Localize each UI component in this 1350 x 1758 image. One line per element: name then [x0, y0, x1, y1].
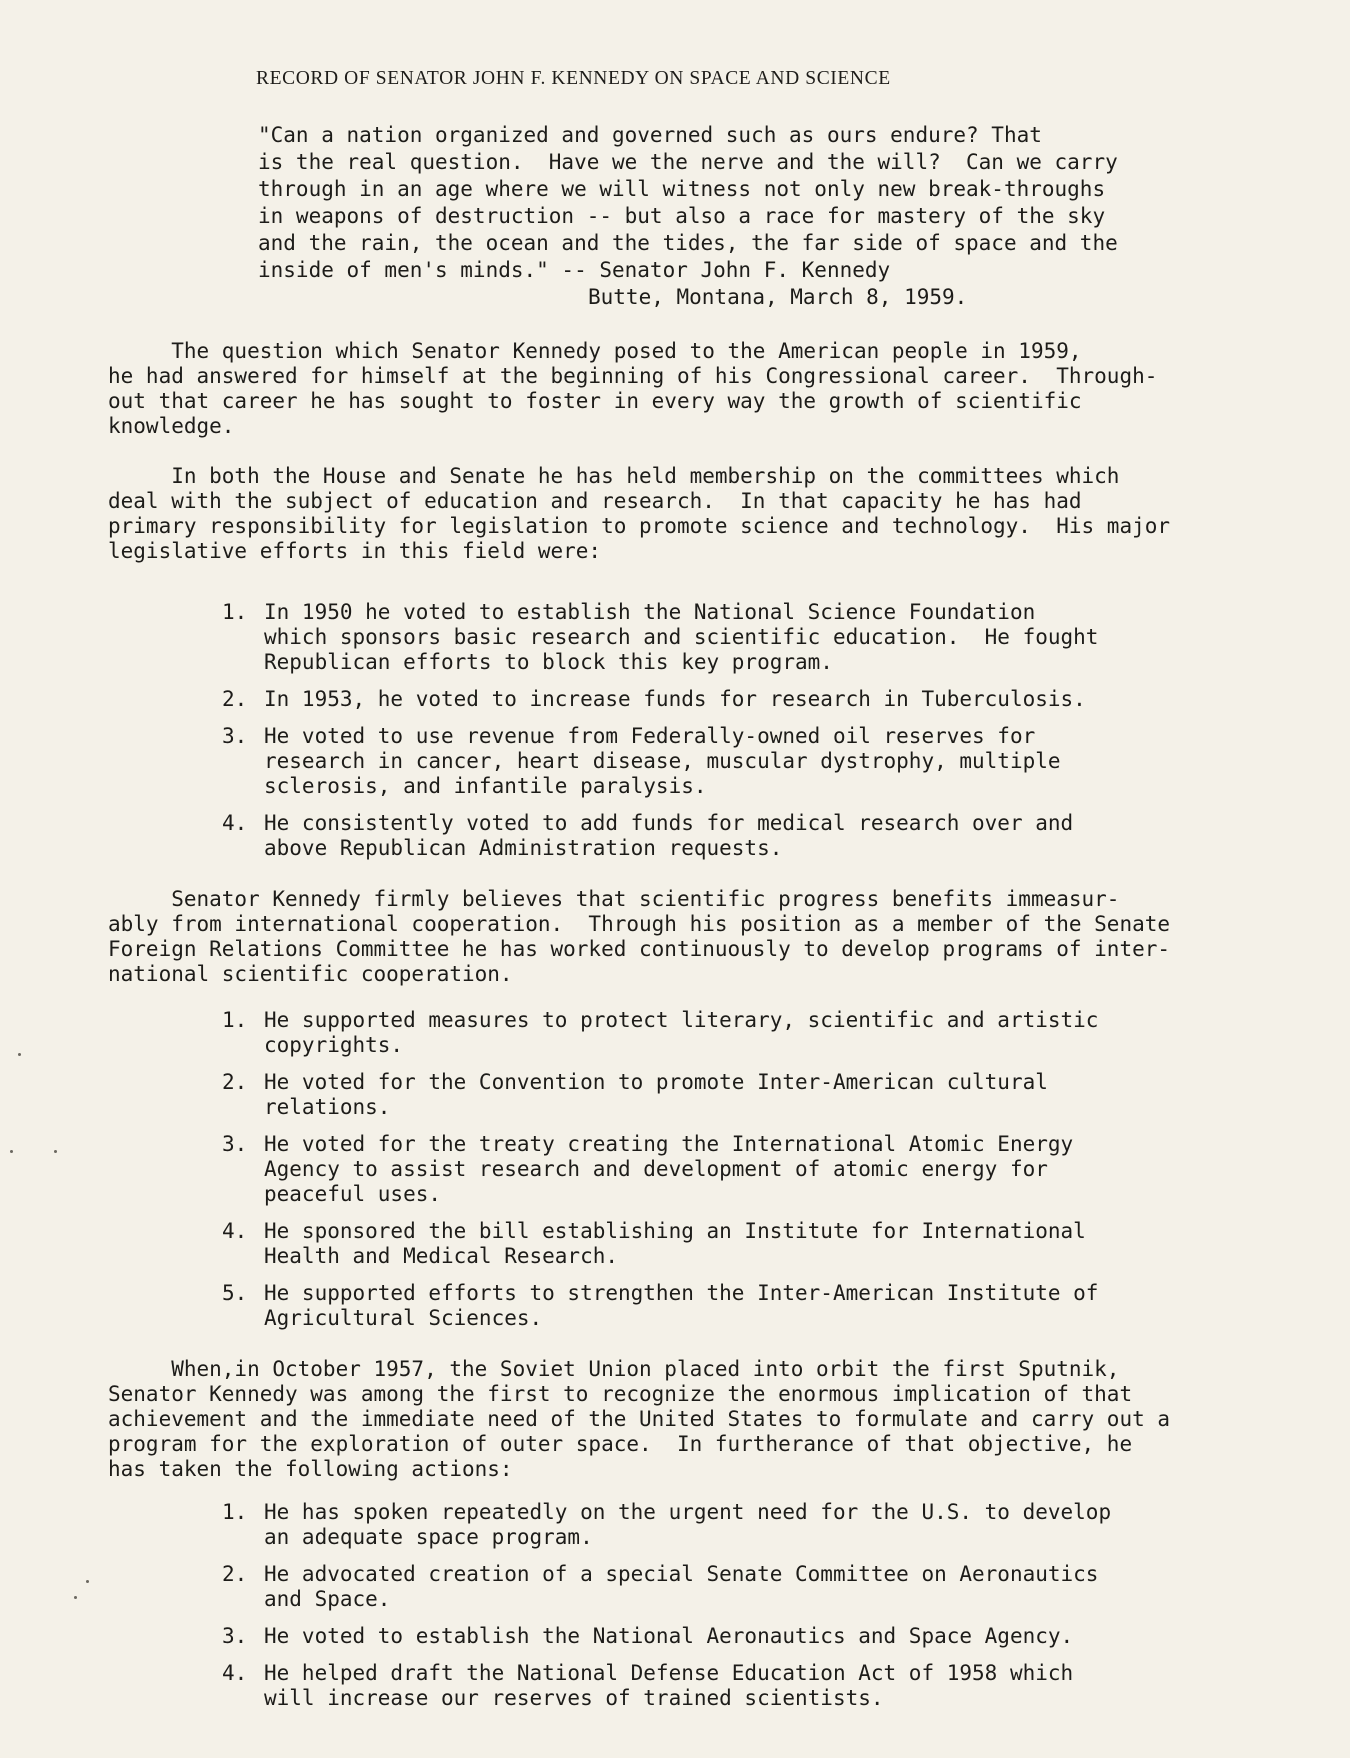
list-item: [222, 724, 1242, 799]
list-item-line: In 1950 he voted to establish the National Science Foundation: [264, 600, 1036, 624]
paragraph-intro: [108, 339, 1248, 439]
list-number: 3.: [222, 724, 248, 748]
list-item: [222, 1624, 1242, 1649]
list-number: 4.: [222, 1661, 248, 1685]
quote-line: through in an age where we will witness not only new break-throughs: [258, 177, 1106, 201]
paper-speck: [74, 1596, 77, 1599]
paragraph-line: ably from international cooperation. Through his position as a member of the Senate: [108, 912, 1171, 936]
list-item-line: He voted to establish the National Aeronautics and Space Agency.: [264, 1624, 1074, 1648]
paragraph-line: In both the House and Senate he has held membership on the committees which: [108, 464, 1120, 488]
quote-line: inside of men's minds." -- Senator John F. Kennedy: [258, 258, 891, 282]
paragraph-line: knowledge.: [108, 414, 235, 438]
space-actions-list: [222, 1500, 1242, 1723]
list-item-line: sclerosis, and infantile paralysis.: [264, 774, 707, 798]
list-item: [222, 1070, 1242, 1120]
list-number: 4.: [222, 1219, 248, 1243]
list-item-line: He helped draft the National Defense Education Act of 1958 which: [264, 1661, 1074, 1685]
list-item-line: He has spoken repeatedly on the urgent need for the U.S. to develop: [264, 1500, 1112, 1524]
list-item-line: He supported measures to protect literary, scientific and artistic: [264, 1008, 1099, 1032]
paragraph-international: [108, 887, 1248, 987]
list-item-line: which sponsors basic research and scientific education. He fought: [264, 625, 1099, 649]
paragraph-line: When,in October 1957, the Soviet Union placed into orbit the first Sputnik,: [108, 1357, 1120, 1381]
list-item: [222, 600, 1242, 675]
opening-quote: [258, 122, 1158, 311]
list-number: 5.: [222, 1281, 248, 1305]
paragraph-line: deal with the subject of education and research. In that capacity he has had: [108, 489, 1082, 513]
list-item-line: In 1953, he voted to increase funds for research in Tuberculosis.: [264, 687, 1086, 711]
paragraph-line: program for the exploration of outer space. In furtherance of that objective, he: [108, 1432, 1133, 1456]
paragraph-line: achievement and the immediate need of the United States to formulate and carry out a: [108, 1407, 1171, 1431]
list-item: [222, 1219, 1242, 1269]
list-item: [222, 1661, 1242, 1711]
list-item-line: will increase our reserves of trained scientists.: [264, 1686, 884, 1710]
paragraph-committees: [108, 464, 1248, 564]
list-item-line: He voted to use revenue from Federally-owned oil reserves for: [264, 724, 1036, 748]
international-cooperation-list: [222, 1008, 1242, 1343]
list-item-line: an adequate space program.: [264, 1525, 593, 1549]
list-item-line: He supported efforts to strengthen the Inter-American Institute of: [264, 1281, 1099, 1305]
quote-line: and the rain, the ocean and the tides, the far side of space and the: [258, 231, 1118, 255]
paragraph-line: national scientific cooperation.: [108, 962, 513, 986]
list-item-line: Agricultural Sciences.: [264, 1306, 543, 1330]
list-item-line: Republican efforts to block this key program.: [264, 650, 833, 674]
list-item: [222, 811, 1242, 861]
legislative-efforts-list: [222, 600, 1242, 873]
paragraph-line: Senator Kennedy was among the first to recognize the enormous implication of that: [108, 1382, 1133, 1406]
paragraph-line: Senator Kennedy firmly believes that scientific progress benefits immeasur-: [108, 887, 1120, 911]
list-item: [222, 1500, 1242, 1550]
list-item: [222, 1281, 1242, 1331]
list-number: 1.: [222, 1008, 248, 1032]
list-number: 3.: [222, 1624, 248, 1648]
list-item: [222, 1562, 1242, 1612]
list-item-line: He consistently voted to add funds for medical research over and: [264, 811, 1074, 835]
list-item-line: research in cancer, heart disease, muscular dystrophy, multiple: [264, 749, 1061, 773]
list-item-line: Health and Medical Research.: [264, 1244, 619, 1268]
list-item-line: peaceful uses.: [264, 1182, 442, 1206]
list-item-line: and Space.: [264, 1587, 391, 1611]
list-number: 2.: [222, 687, 248, 711]
list-number: 3.: [222, 1132, 248, 1156]
paper-speck: [54, 1150, 57, 1153]
paragraph-line: primary responsibility for legislation to promote science and technology. His major: [108, 514, 1171, 538]
list-item-line: He sponsored the bill establishing an Institute for International: [264, 1219, 1086, 1243]
list-number: 2.: [222, 1070, 248, 1094]
quote-line: is the real question. Have we the nerve and the will? Can we carry: [258, 150, 1118, 174]
list-item: [222, 687, 1242, 712]
list-number: 4.: [222, 811, 248, 835]
list-item-line: He voted for the Convention to promote Inter-American cultural: [264, 1070, 1048, 1094]
list-number: 1.: [222, 1500, 248, 1524]
list-item-line: above Republican Administration requests.: [264, 836, 783, 860]
paragraph-line: out that career he has sought to foster in every way the growth of scientific: [108, 389, 1082, 413]
quote-line: "Can a nation organized and governed such as ours endure? That: [258, 123, 1042, 147]
paragraph-line: The question which Senator Kennedy posed to the American people in 1959,: [108, 339, 1082, 363]
paper-speck: [86, 1580, 89, 1583]
paper-speck: [18, 1053, 21, 1056]
paragraph-line: he had answered for himself at the beginning of his Congressional career. Through-: [108, 364, 1158, 388]
paragraph-sputnik: [108, 1357, 1248, 1482]
paragraph-line: has taken the following actions:: [108, 1457, 513, 1481]
list-item: [222, 1132, 1242, 1207]
paragraph-line: Foreign Relations Committee he has worked continuously to develop programs of inter-: [108, 937, 1171, 961]
quote-line: in weapons of destruction -- but also a race for mastery of the sky: [258, 204, 1106, 228]
list-item-line: He voted for the treaty creating the International Atomic Energy: [264, 1132, 1074, 1156]
list-number: 2.: [222, 1562, 248, 1586]
list-item-line: He advocated creation of a special Senate Committee on Aeronautics: [264, 1562, 1099, 1586]
paragraph-line: legislative efforts in this field were:: [108, 539, 602, 563]
list-item-line: Agency to assist research and development of atomic energy for: [264, 1157, 1048, 1181]
quote-attribution: Butte, Montana, March 8, 1959.: [588, 285, 968, 309]
list-number: 1.: [222, 600, 248, 624]
document-title: RECORD OF SENATOR JOHN F. KENNEDY ON SPACE AND SCIENCE: [256, 68, 891, 89]
list-item-line: copyrights.: [264, 1033, 404, 1057]
list-item: [222, 1008, 1242, 1058]
paper-speck: [10, 1150, 13, 1153]
list-item-line: relations.: [264, 1095, 391, 1119]
